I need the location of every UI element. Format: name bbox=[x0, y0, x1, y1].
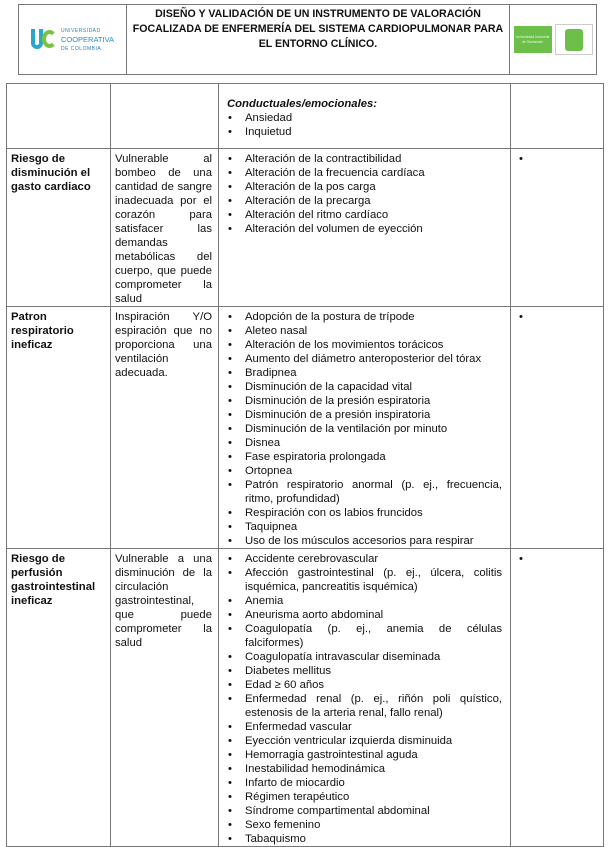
logo-line: UNIVERSIDAD bbox=[60, 27, 101, 34]
uc-logo-icon bbox=[31, 27, 57, 53]
list-item: • Sexo femenino bbox=[223, 818, 502, 832]
list-item: • Alteración de los movimientos torácicos bbox=[223, 338, 502, 352]
list-item: • Edad ≥ 60 años bbox=[223, 678, 502, 692]
logo-line: DE COLOMBIA bbox=[60, 45, 102, 52]
university-cooperativa-logo bbox=[19, 5, 127, 74]
table-cell bbox=[111, 84, 219, 149]
document-header bbox=[18, 4, 597, 75]
list-item: • Coagulopatía (p. ej., anemia de células falciformes) bbox=[223, 622, 502, 650]
list-item: • Disminución de a presión inspiratoria bbox=[223, 408, 502, 422]
list-item: • Disminución de la presión espiratoria bbox=[223, 394, 502, 408]
list-item: • Aneurisma aorto abdominal bbox=[223, 608, 502, 622]
list-item: • Disminución de la capacidad vital bbox=[223, 380, 502, 394]
characteristics-list bbox=[223, 310, 506, 548]
uis-logo bbox=[510, 5, 596, 74]
mark-cell: • bbox=[511, 549, 604, 847]
diagnosis-definition: Vulnerable al bombeo de una cantidad de sangre inadecuada por el corazón para satisfacer las demandas metabólicas del cuerpo, que puede comprometer la salud bbox=[111, 149, 219, 307]
list-item: • Enfermedad renal (p. ej., riñón poli quístico, estenosis de la arteria renal, fallo renal) bbox=[223, 692, 502, 720]
list-item: • Respiración con os labios fruncidos bbox=[223, 506, 502, 520]
characteristics-cell bbox=[219, 307, 511, 549]
uis-logo-text: Universidad Industrial de Santander bbox=[514, 26, 552, 53]
diagnosis-name: Patron respiratorio ineficaz bbox=[7, 307, 111, 549]
table-cell bbox=[511, 84, 604, 149]
list-item: • Alteración del ritmo cardíaco bbox=[223, 208, 502, 222]
list-item: • Anemia bbox=[223, 594, 502, 608]
list-item: • Accidente cerebrovascular bbox=[223, 552, 502, 566]
list-item: • Ansiedad bbox=[223, 111, 502, 125]
list-item: • Disminución de la ventilación por minuto bbox=[223, 422, 502, 436]
list-item: • Inquietud bbox=[223, 125, 502, 139]
list-item: • Hemorragia gastrointestinal aguda bbox=[223, 748, 502, 762]
diagnosis-definition: Vulnerable a una disminución de la circulación gastrointestinal, que puede comprometer la salud bbox=[111, 549, 219, 847]
list-item: • Alteración de la pos carga bbox=[223, 180, 502, 194]
table-row bbox=[7, 149, 604, 307]
list-item: • Patrón respiratorio anormal (p. ej., frecuencia, ritmo, profundidad) bbox=[223, 478, 502, 506]
list-item: • Fase espiratoria prolongada bbox=[223, 450, 502, 464]
list-item: • Adopción de la postura de trípode bbox=[223, 310, 502, 324]
diagnosis-name: Riesgo de disminución el gasto cardiaco bbox=[7, 149, 111, 307]
characteristics-cell bbox=[219, 149, 511, 307]
list-item: • Bradipnea bbox=[223, 366, 502, 380]
document-title: DISEÑO Y VALIDACIÓN DE UN INSTRUMENTO DE VALORACIÓN FOCALIZADA DE ENFERMERÍA DEL SISTEMA CARDIOPULMONAR PARA EL ENTORNO CLÍNICO. bbox=[127, 5, 510, 74]
list-item: • Ortopnea bbox=[223, 464, 502, 478]
list-item: • Inestabilidad hemodinámica bbox=[223, 762, 502, 776]
list-item: • Régimen terapéutico bbox=[223, 790, 502, 804]
list-item: • Disnea bbox=[223, 436, 502, 450]
subheading: Conductuales/emocionales: bbox=[227, 98, 378, 110]
nursing-diagnosis-table bbox=[6, 83, 604, 847]
list-item: • Uso de los músculos accesorios para respirar bbox=[223, 534, 502, 548]
table-row bbox=[7, 549, 604, 847]
list-item: • Alteración de la precarga bbox=[223, 194, 502, 208]
list-item: • Tabaquismo bbox=[223, 832, 502, 846]
list-item: • Alteración del volumen de eyección bbox=[223, 222, 502, 236]
list-item: • Taquipnea bbox=[223, 520, 502, 534]
list-item: • Alteración de la frecuencia cardíaca bbox=[223, 166, 502, 180]
list-item: • Aumento del diámetro anteroposterior del tórax bbox=[223, 352, 502, 366]
characteristics-list bbox=[223, 111, 506, 139]
list-item: • Alteración de la contractibilidad bbox=[223, 152, 502, 166]
list-item: • Diabetes mellitus bbox=[223, 664, 502, 678]
logo-line: COOPERATIVA bbox=[60, 34, 115, 44]
list-item: • Afección gastrointestinal (p. ej., úlcera, colitis isquémica, pancreatitis isquémica) bbox=[223, 566, 502, 594]
list-item: • Aleteo nasal bbox=[223, 324, 502, 338]
table-cell bbox=[7, 84, 111, 149]
characteristics-list bbox=[223, 152, 506, 236]
uc-logo-text bbox=[61, 27, 114, 53]
diagnosis-name: Riesgo de perfusión gastrointestinal ineficaz bbox=[7, 549, 111, 847]
list-item: • Enfermedad vascular bbox=[223, 720, 502, 734]
characteristics-list bbox=[223, 552, 506, 846]
list-item: • Síndrome compartimental abdominal bbox=[223, 804, 502, 818]
mark-cell: • bbox=[511, 149, 604, 307]
list-item: • Eyección ventricular izquierda disminuida bbox=[223, 734, 502, 748]
table-row-continuation bbox=[7, 84, 604, 149]
characteristics-cell bbox=[219, 84, 511, 149]
list-item: • Coagulopatía intravascular diseminada bbox=[223, 650, 502, 664]
characteristics-cell bbox=[219, 549, 511, 847]
uis-logo-icon bbox=[555, 24, 593, 55]
table-row bbox=[7, 307, 604, 549]
mark-cell: • bbox=[511, 307, 604, 549]
list-item: • Infarto de miocardio bbox=[223, 776, 502, 790]
diagnosis-definition: Inspiración Y/O espiración que no proporciona una ventilación adecuada. bbox=[111, 307, 219, 549]
